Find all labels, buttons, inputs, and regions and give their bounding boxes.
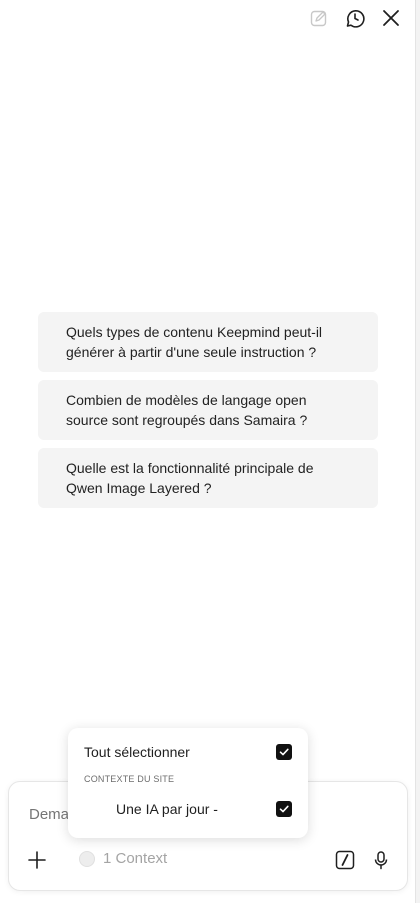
context-selector[interactable] <box>79 850 167 867</box>
context-label: 1 Context <box>103 850 168 867</box>
context-toggle-dot <box>79 851 95 867</box>
new-chat-button[interactable] <box>305 6 333 30</box>
suggestion-item[interactable]: Quels types de contenu Keepmind peut-il générer à partir d'une seule instruction ? <box>38 312 378 372</box>
suggested-questions <box>38 312 378 508</box>
context-item-label: Une IA par jour - <box>116 801 218 817</box>
plus-icon <box>27 850 47 870</box>
checkmark-icon <box>278 746 290 758</box>
suggestion-item[interactable]: Quelle est la fonctionnalité principale de Qwen Image Layered ? <box>38 448 378 508</box>
attach-button[interactable] <box>25 848 49 872</box>
close-button[interactable] <box>377 6 405 30</box>
close-icon <box>381 8 401 28</box>
select-all-label: Tout sélectionner <box>84 744 190 760</box>
edit-icon <box>309 8 329 28</box>
context-item-row[interactable] <box>84 801 292 817</box>
context-menu <box>68 728 308 838</box>
microphone-icon <box>371 850 391 870</box>
history-icon <box>345 8 365 28</box>
history-button[interactable] <box>341 6 369 30</box>
slash-command-button[interactable] <box>333 848 357 872</box>
site-context-section-label: CONTEXTE DU SITE <box>84 774 175 784</box>
voice-input-button[interactable] <box>369 848 393 872</box>
context-item-checkbox[interactable] <box>276 801 292 817</box>
header-toolbar <box>305 6 405 30</box>
select-all-row[interactable] <box>84 744 292 760</box>
checkmark-icon <box>278 803 290 815</box>
composer-toolbar <box>9 844 407 876</box>
suggestion-item[interactable]: Combien de modèles de langage open source sont regroupés dans Samaira ? <box>38 380 378 440</box>
select-all-checkbox[interactable] <box>276 744 292 760</box>
slash-command-icon <box>335 850 355 870</box>
